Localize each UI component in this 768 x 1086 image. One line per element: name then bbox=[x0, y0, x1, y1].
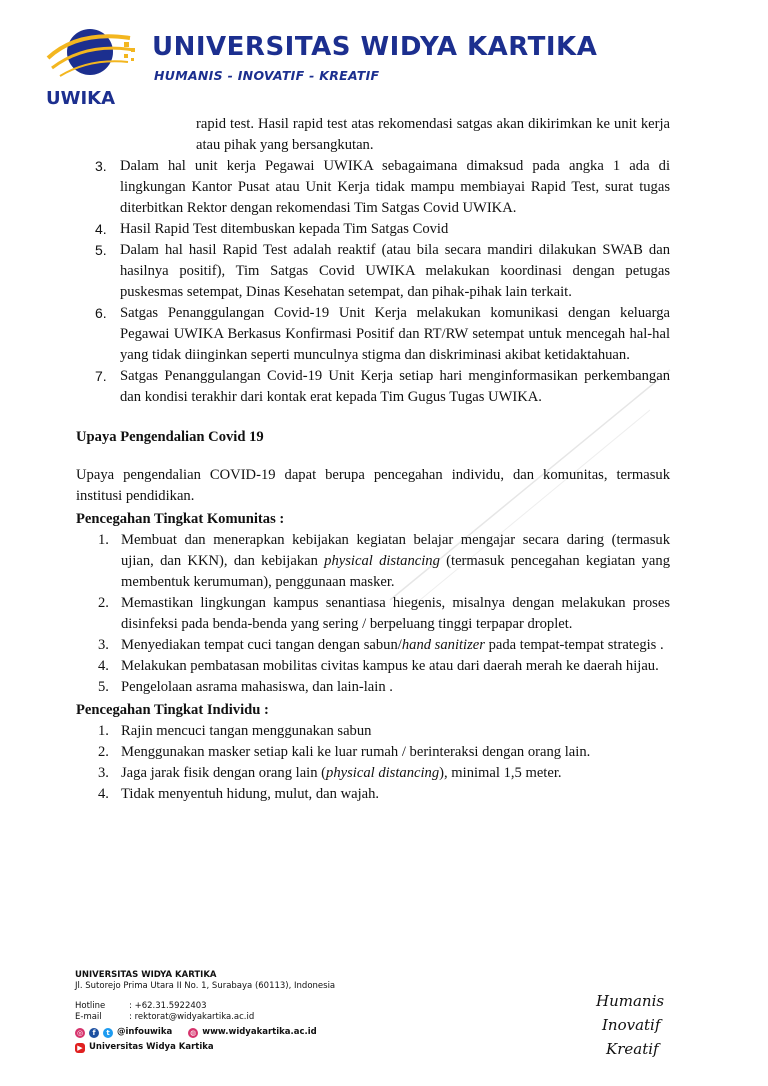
list-item: 5. Pengelolaan asrama mahasiswa, dan lain-lain . bbox=[98, 679, 393, 695]
list-item: 4. Hasil Rapid Test ditembuskan kepada Tim Satgas Covid bbox=[95, 221, 449, 237]
youtube-channel[interactable]: Universitas Widya Kartika bbox=[89, 1042, 214, 1052]
social-handle[interactable]: @infouwika bbox=[117, 1027, 173, 1037]
individu-list bbox=[76, 721, 670, 805]
instagram-icon: ◎ bbox=[76, 1028, 84, 1037]
list-item: 5. Dalam hal hasil Rapid Test adalah reaktif (atau bila secara mandiri dilakukan SWAB dan hasilnya positif), Tim Satgas Covid UWIKA melakukan koordinasi dengan petugas puskesmas setempat, Dinas Kesehatan setempat, dan pihak-pihak lain terkait. bbox=[95, 242, 670, 300]
globe-icon: ◍ bbox=[190, 1028, 197, 1037]
list-item: 1. Membuat dan menerapkan kebijakan kegiatan belajar mengajar secara daring (termasuk ujian, dan KKN), dan kebijakan physical distancing (termasuk pencegahan kegiatan yang membentuk kerumuman), penggunaan masker. bbox=[98, 532, 670, 590]
tagline: HUMANIS - INOVATIF - KREATIF bbox=[154, 68, 380, 83]
list-item: 1. Rajin mencuci tangan menggunakan sabun bbox=[98, 723, 372, 739]
footer-name: UNIVERSITAS WIDYA KARTIKA bbox=[75, 970, 217, 980]
university-name: UNIVERSITAS WIDYA KARTIKA bbox=[152, 32, 598, 62]
komunitas-list bbox=[76, 530, 670, 698]
uwika-logo bbox=[38, 18, 144, 110]
document-body bbox=[76, 114, 670, 805]
list-item: 7. Satgas Penanggulangan Covid-19 Unit Kerja setiap hari menginformasikan perkembangan dan kondisi terakhir dari kontak erat kepada Tim Gugus Tugas UWIKA. bbox=[95, 368, 670, 405]
list-item: 4. Tidak menyentuh hidung, mulut, dan wajah. bbox=[98, 786, 380, 802]
facebook-icon: f bbox=[89, 1028, 99, 1038]
list-item: 6. Satgas Penanggulangan Covid-19 Unit Kerja melakukan komunikasi dengan keluarga Pegawai UWIKA Berkasus Konfirmasi Positif dan RT/RW setempat untuk mencegah hal-hal yang tidak diinginkan seperti munculnya stigma dan diskriminasi akibat ketidaktahuan. bbox=[95, 305, 670, 363]
youtube-icon: ▶ bbox=[75, 1043, 85, 1053]
list-item: 3. Jaga jarak fisik dengan orang lain (physical distancing), minimal 1,5 meter. bbox=[98, 765, 562, 781]
section-heading: Upaya Pengendalian Covid 19 bbox=[76, 429, 264, 445]
list-item: 2. Menggunakan masker setiap kali ke luar rumah / berinteraksi dengan orang lain. bbox=[98, 744, 591, 760]
svg-text:Inovatif: Inovatif bbox=[602, 1016, 661, 1034]
individu-heading: Pencegahan Tingkat Individu : bbox=[76, 702, 269, 718]
continued-paragraph: rapid test. Hasil rapid test atas rekomendasi satgas akan dikirimkan ke unit kerja atau pihak yang bersangkutan. bbox=[196, 116, 670, 153]
svg-text:Kreatif: Kreatif bbox=[606, 1040, 659, 1058]
footer-address: Jl. Sutorejo Prima Utara II No. 1, Surabaya (60113), Indonesia bbox=[75, 981, 336, 991]
twitter-icon: t bbox=[103, 1028, 113, 1038]
svg-text:Humanis: Humanis bbox=[596, 992, 665, 1010]
list-item: 3. Menyediakan tempat cuci tangan dengan sabun/hand sanitizer pada tempat-tempat strategis . bbox=[98, 637, 664, 653]
logo-text: UWIKA bbox=[46, 88, 116, 109]
list-item: 3. Dalam hal unit kerja Pegawai UWIKA sebagaimana dimaksud pada angka 1 ada di lingkungan Kantor Pusat atau Unit Kerja tidak mampu membiayai Rapid Test, surat tugas diterbitkan Rektor dengan rekomendasi Tim Satgas Covid UWIKA. bbox=[95, 158, 670, 216]
email-row: E-mail : rektorat@widyakartika.ac.id bbox=[75, 1012, 255, 1022]
letterhead bbox=[38, 18, 738, 110]
list-item: 4. Melakukan pembatasan mobilitas civitas kampus ke atau dari daerah merah ke daerah hijau. bbox=[98, 658, 659, 674]
signature-motto bbox=[590, 986, 680, 1066]
procedure-list bbox=[0, 156, 670, 408]
list-item: 2. Memastikan lingkungan kampus senantiasa hiegenis, misalnya dengan melakukan proses disinfeksi pada benda-benda yang sering / berpeluang tinggi terpapar droplet. bbox=[98, 595, 670, 632]
komunitas-heading: Pencegahan Tingkat Komunitas : bbox=[76, 511, 285, 527]
website-link[interactable]: www.widyakartika.ac.id bbox=[202, 1027, 317, 1037]
hotline-row: Hotline : +62.31.5922403 bbox=[75, 1001, 207, 1011]
section-paragraph: Upaya pengendalian COVID-19 dapat berupa pencegahan individu, dan komunitas, termasuk institusi pendidikan. bbox=[76, 467, 670, 504]
